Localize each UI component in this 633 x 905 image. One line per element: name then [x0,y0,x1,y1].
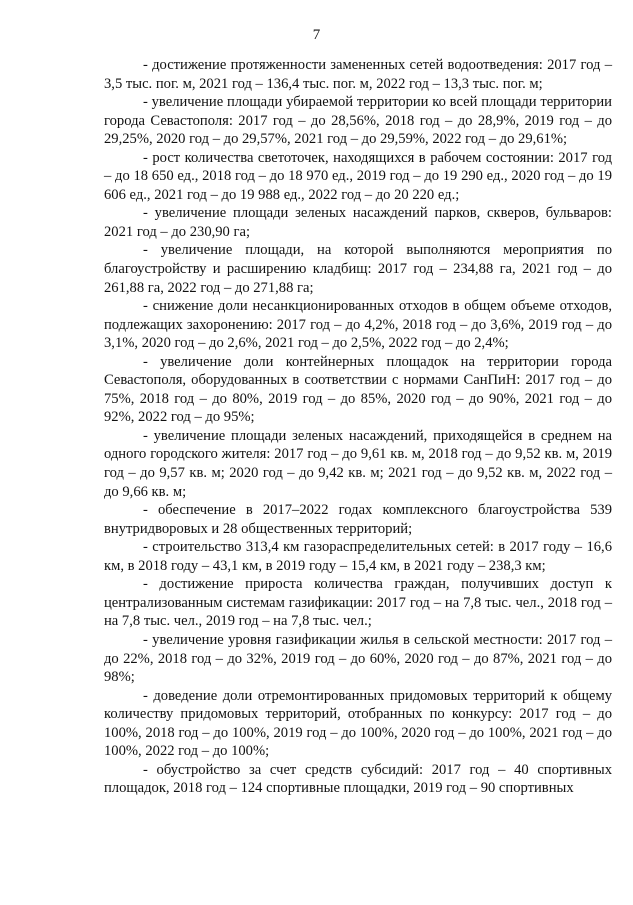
list-item: - обустройство за счет средств субсидий: 2017 год – 40 спортивных площадок, 2018 год – 124 спортивные площадки, 2019 год – 90 спортивных [104,761,612,797]
list-item: - строительство 313,4 км газораспределительных сетей: в 2017 году – 16,6 км, в 2018 году – 43,1 км, в 2019 году – 15,4 км, в 2021 году – 238,3 км; [104,539,612,574]
list-item: - увеличение уровня газификации жилья в сельской местности: 2017 год – до 22%, 2018 год – до 32%, 2019 год – до 60%, 2020 год – до 87%, 2021 год – до 98%; [104,631,612,686]
list-item: - обеспечение в 2017–2022 годах комплексного благоустройства 539 внутридворовых и 28 общественных территорий; [104,502,612,537]
list-item: - доведение доли отремонтированных придомовых территорий к общему количеству придомовых территорий, отобранных по конкурсу: 2017 год – до 100%, 2018 год – до 100%, 2019 год – до 100%, 2020 год – до 100%, 2021 год – до 100%, 2022 год – до 100%; [104,687,612,760]
list-item: - рост количества светоточек, находящихся в рабочем состоянии: 2017 год – до 18 650 ед., 2018 год – до 18 970 ед., 2019 год – до 19 290 ед., 2020 год – до 19 606 ед., 2021 год – до 19 988 ед., 2022 год – до 20 220 ед.; [104,149,612,203]
list-item: - увеличение площади зеленых насаждений парков, скверов, бульваров: 2021 год – до 230,90 га; [104,205,612,240]
list-item: - увеличение площади убираемой территории ко всей площади территории города Севастополя: 2017 год – до 28,56%, 2018 год – до 28,9%, 2019 год – до 29,25%, 2020 год – до 29,57%, 2021 год – до 29,59%, 2022 год – до 29,61%; [104,94,612,148]
page-number: 7 [312,27,321,43]
list-item: - увеличение площади зеленых насаждений, приходящейся в среднем на одного городского жителя: 2017 год – до 9,61 кв. м, 2018 год – до 9,52 кв. м, 2019 год – до 9,57 кв. м; 2020 год – до 9,42 кв. м; 2021 год – до 9,52 кв. м, 2022 год – до 9,66 кв. м; [104,427,612,500]
document-body [104,56,612,798]
list-item: - достижение протяженности замененных сетей водоотведения: 2017 год – 3,5 тыс. пог. м, 2021 год – 136,4 тыс. пог. м, 2022 год – 13,3 тыс. пог. м; [104,57,612,92]
list-item: - увеличение площади, на которой выполняются мероприятия по благоустройству и расширению кладбищ: 2017 год – 234,88 га, 2021 год – до 261,88 га, 2022 год – до 271,88 га; [104,242,612,296]
list-item: - достижение прироста количества граждан, получивших доступ к централизованным системам газификации: 2017 год – на 7,8 тыс. чел., 2018 год – на 7,8 тыс. чел., 2019 год – на 7,8 тыс. чел.; [104,576,612,630]
list-item: - снижение доли несанкционированных отходов в общем объеме отходов, подлежащих захоронению: 2017 год – до 4,2%, 2018 год – до 3,6%, 2019 год – до 3,1%, 2020 год – до 2,6%, 2021 год – до 2,5%, 2022 год – до 2,4%; [104,298,612,352]
list-item: - увеличение доли контейнерных площадок на территории города Севастополя, оборудованных в соответствии с нормами СанПиН: 2017 год – до 75%, 2018 год – до 80%, 2019 год – до 85%, 2020 год – до 90%, 2021 год – до 92%, 2022 год – до 95%; [104,353,612,426]
